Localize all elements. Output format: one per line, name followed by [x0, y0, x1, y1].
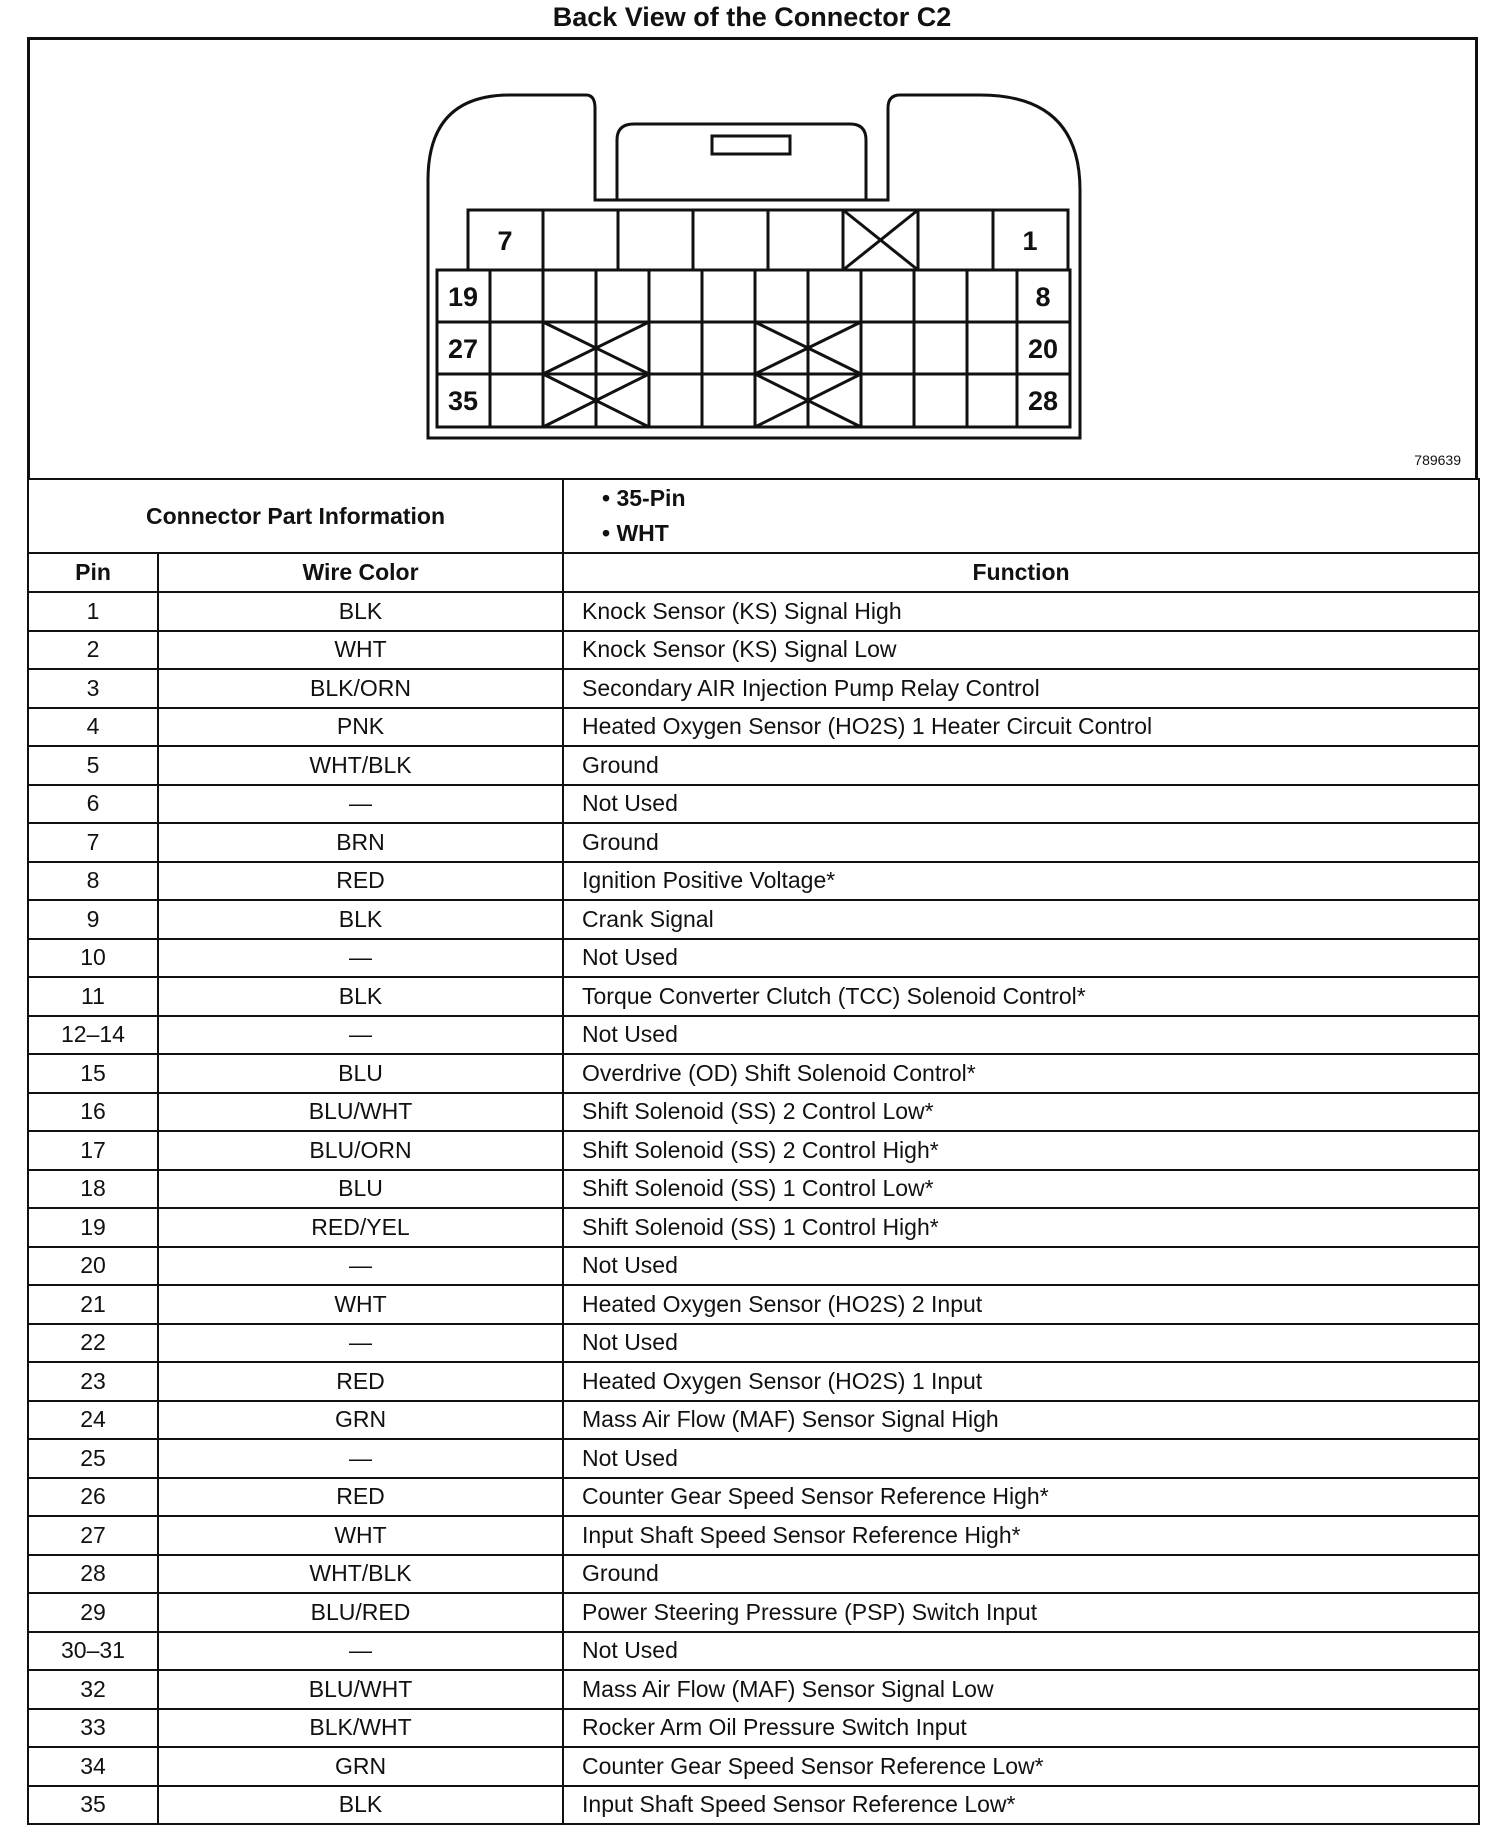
table-row: [28, 1747, 1479, 1786]
function-cell: Overdrive (OD) Shift Solenoid Control*: [563, 1054, 1479, 1093]
pin-cell: 24: [28, 1401, 158, 1440]
wire-color-cell: BRN: [158, 823, 563, 862]
pin-cell: 15: [28, 1054, 158, 1093]
table-row: [28, 1555, 1479, 1594]
table-row: [28, 977, 1479, 1016]
pin-cell: 2: [28, 631, 158, 670]
pin-cell: 28: [28, 1555, 158, 1594]
wire-color-cell: BLK: [158, 1786, 563, 1825]
table-row: [28, 1478, 1479, 1517]
wire-color-cell: BLK/ORN: [158, 669, 563, 708]
function-cell: Mass Air Flow (MAF) Sensor Signal Low: [563, 1670, 1479, 1709]
function-cell: Secondary AIR Injection Pump Relay Control: [563, 669, 1479, 708]
table-row: [28, 1439, 1479, 1478]
pin-label: 35: [447, 386, 479, 416]
connector-diagram: [30, 40, 1481, 481]
part-info-item: • WHT: [602, 520, 669, 546]
function-cell: Mass Air Flow (MAF) Sensor Signal High: [563, 1401, 1479, 1440]
wire-color-cell: RED: [158, 1362, 563, 1401]
pin-cell: 16: [28, 1093, 158, 1132]
pin-cell: 32: [28, 1670, 158, 1709]
table-row: [28, 1247, 1479, 1286]
pin-label: 27: [447, 334, 479, 364]
table-row: [28, 1516, 1479, 1555]
wire-color-cell: WHT/BLK: [158, 746, 563, 785]
wire-color-cell: BLU/RED: [158, 1593, 563, 1632]
pin-cell: 19: [28, 1208, 158, 1247]
wire-color-cell: GRN: [158, 1747, 563, 1786]
function-cell: Crank Signal: [563, 900, 1479, 939]
wire-color-cell: WHT/BLK: [158, 1555, 563, 1594]
pin-label: 19: [447, 282, 479, 312]
pin-cell: 10: [28, 939, 158, 978]
function-cell: Input Shaft Speed Sensor Reference Low*: [563, 1786, 1479, 1825]
table-row: [28, 592, 1479, 631]
table-row: [28, 1170, 1479, 1209]
blocked-cavity-row1: [843, 210, 918, 270]
pin-cell: 29: [28, 1593, 158, 1632]
table-row: [28, 862, 1479, 901]
pin-cell: 7: [28, 823, 158, 862]
pin-cell: 4: [28, 708, 158, 747]
col-header-pin: Pin: [28, 553, 158, 592]
page-title: Back View of the Connector C2: [552, 2, 952, 32]
function-cell: Heated Oxygen Sensor (HO2S) 1 Heater Circuit Control: [563, 708, 1479, 747]
function-cell: Knock Sensor (KS) Signal Low: [563, 631, 1479, 670]
function-cell: Shift Solenoid (SS) 2 Control High*: [563, 1131, 1479, 1170]
wire-color-cell: PNK: [158, 708, 563, 747]
part-info-item: • 35-Pin: [602, 485, 686, 511]
wire-color-cell: BLK: [158, 900, 563, 939]
table-row: [28, 1208, 1479, 1247]
pin-cell: 1: [28, 592, 158, 631]
pin-cell: 21: [28, 1285, 158, 1324]
pin-cell: 8: [28, 862, 158, 901]
pin-cell: 5: [28, 746, 158, 785]
function-cell: Counter Gear Speed Sensor Reference High*: [563, 1478, 1479, 1517]
table-row: [28, 1709, 1479, 1748]
wire-color-cell: —: [158, 1324, 563, 1363]
column-headers: [28, 553, 1479, 592]
pin-label: 28: [1027, 386, 1059, 416]
col-header-function: Function: [563, 553, 1479, 592]
wire-color-cell: WHT: [158, 631, 563, 670]
table-row: [28, 1016, 1479, 1055]
table-row: [28, 1131, 1479, 1170]
wire-color-cell: BLU/ORN: [158, 1131, 563, 1170]
table-row: [28, 939, 1479, 978]
table-row: [28, 746, 1479, 785]
pin-label: 1: [1022, 226, 1038, 256]
table-row: [28, 1362, 1479, 1401]
wire-color-cell: BLK: [158, 592, 563, 631]
wire-color-cell: BLU: [158, 1054, 563, 1093]
pin-cell: 22: [28, 1324, 158, 1363]
function-cell: Shift Solenoid (SS) 1 Control Low*: [563, 1170, 1479, 1209]
pin-cell: 26: [28, 1478, 158, 1517]
function-cell: Heated Oxygen Sensor (HO2S) 1 Input: [563, 1362, 1479, 1401]
function-cell: Not Used: [563, 1016, 1479, 1055]
pin-cell: 9: [28, 900, 158, 939]
pin-cell: 34: [28, 1747, 158, 1786]
function-cell: Ground: [563, 1555, 1479, 1594]
table-row: [28, 1285, 1479, 1324]
wire-color-cell: —: [158, 785, 563, 824]
part-info-list: [563, 479, 1479, 553]
wire-color-cell: —: [158, 1632, 563, 1671]
lower-rows-cells: [490, 270, 1017, 427]
pin-cell: 11: [28, 977, 158, 1016]
pin-label: 7: [497, 226, 513, 256]
pin-cell: 12–14: [28, 1016, 158, 1055]
function-cell: Torque Converter Clutch (TCC) Solenoid Control*: [563, 977, 1479, 1016]
pin-cell: 3: [28, 669, 158, 708]
table-row: [28, 1786, 1479, 1825]
function-cell: Not Used: [563, 1632, 1479, 1671]
wire-color-cell: —: [158, 1247, 563, 1286]
table-row: [28, 669, 1479, 708]
pin-label: 8: [1035, 282, 1051, 312]
pin-cell: 23: [28, 1362, 158, 1401]
function-cell: Not Used: [563, 1324, 1479, 1363]
table-row: [28, 1054, 1479, 1093]
pin-cell: 33: [28, 1709, 158, 1748]
col-header-wire-color: Wire Color: [158, 553, 563, 592]
pin-cell: 6: [28, 785, 158, 824]
function-cell: Power Steering Pressure (PSP) Switch Input: [563, 1593, 1479, 1632]
pin-cell: 25: [28, 1439, 158, 1478]
connector-diagram-panel: [27, 37, 1478, 478]
part-info-label: Connector Part Information: [28, 479, 563, 553]
function-cell: Not Used: [563, 785, 1479, 824]
function-cell: Not Used: [563, 1247, 1479, 1286]
table-row: [28, 1670, 1479, 1709]
function-cell: Not Used: [563, 939, 1479, 978]
wire-color-cell: RED/YEL: [158, 1208, 563, 1247]
part-info-row: [28, 479, 1479, 553]
function-cell: Heated Oxygen Sensor (HO2S) 2 Input: [563, 1285, 1479, 1324]
wire-color-cell: BLU/WHT: [158, 1670, 563, 1709]
pinout-table: [27, 478, 1480, 1825]
pin-cell: 18: [28, 1170, 158, 1209]
function-cell: Ground: [563, 823, 1479, 862]
function-cell: Rocker Arm Oil Pressure Switch Input: [563, 1709, 1479, 1748]
function-cell: Shift Solenoid (SS) 1 Control High*: [563, 1208, 1479, 1247]
wire-color-cell: BLK/WHT: [158, 1709, 563, 1748]
function-cell: Shift Solenoid (SS) 2 Control Low*: [563, 1093, 1479, 1132]
pin-cell: 20: [28, 1247, 158, 1286]
table-row: [28, 708, 1479, 747]
function-cell: Counter Gear Speed Sensor Reference Low*: [563, 1747, 1479, 1786]
figure-id: 789639: [1414, 452, 1461, 468]
table-row: [28, 1593, 1479, 1632]
pin-cell: 30–31: [28, 1632, 158, 1671]
function-cell: Input Shaft Speed Sensor Reference High*: [563, 1516, 1479, 1555]
pin-cell: 35: [28, 1786, 158, 1825]
function-cell: Ground: [563, 746, 1479, 785]
wire-color-cell: GRN: [158, 1401, 563, 1440]
function-cell: Knock Sensor (KS) Signal High: [563, 592, 1479, 631]
table-row: [28, 1632, 1479, 1671]
wire-color-cell: —: [158, 1439, 563, 1478]
wire-color-cell: BLK: [158, 977, 563, 1016]
pin-label: 20: [1027, 334, 1059, 364]
table-row: [28, 1093, 1479, 1132]
pin-cell: 17: [28, 1131, 158, 1170]
function-cell: Not Used: [563, 1439, 1479, 1478]
wire-color-cell: WHT: [158, 1516, 563, 1555]
wire-color-cell: BLU/WHT: [158, 1093, 563, 1132]
table-row: [28, 785, 1479, 824]
connector-latch: [712, 136, 790, 154]
table-row: [28, 631, 1479, 670]
wire-color-cell: WHT: [158, 1285, 563, 1324]
wire-color-cell: RED: [158, 1478, 563, 1517]
wire-color-cell: BLU: [158, 1170, 563, 1209]
wire-color-cell: —: [158, 939, 563, 978]
table-row: [28, 900, 1479, 939]
table-row: [28, 1324, 1479, 1363]
function-cell: Ignition Positive Voltage*: [563, 862, 1479, 901]
pin-cell: 27: [28, 1516, 158, 1555]
row1-cells: [543, 210, 993, 270]
table-row: [28, 1401, 1479, 1440]
wire-color-cell: RED: [158, 862, 563, 901]
wire-color-cell: —: [158, 1016, 563, 1055]
table-row: [28, 823, 1479, 862]
pin-rows: [28, 592, 1479, 1824]
